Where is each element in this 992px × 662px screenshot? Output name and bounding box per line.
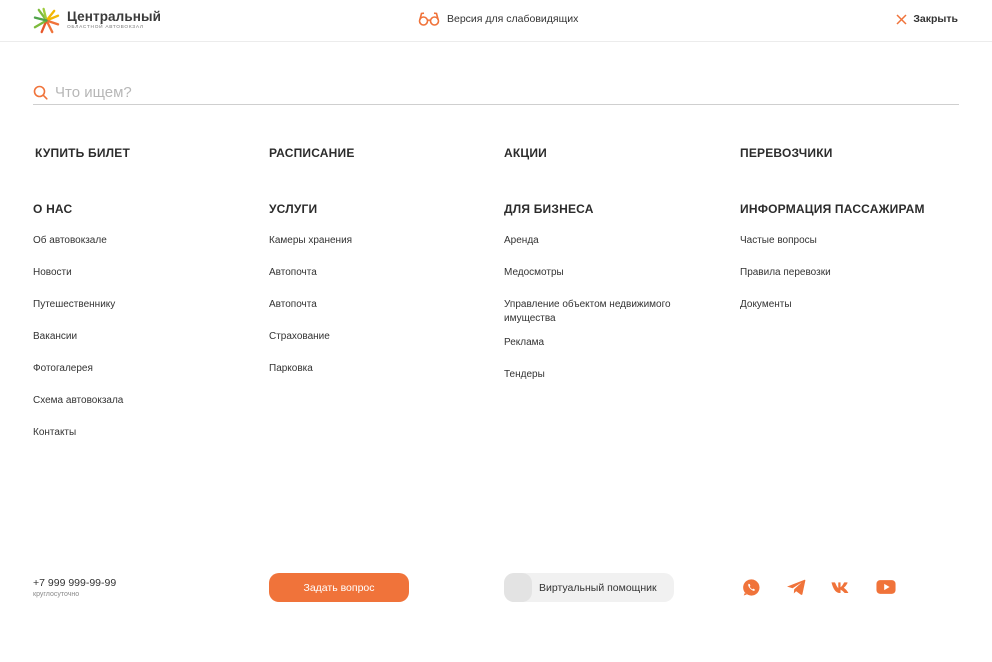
menu-item-tenders[interactable]: Тендеры bbox=[504, 369, 545, 380]
section-about bbox=[33, 202, 263, 440]
menu-item-photo-gallery[interactable]: Фотогалерея bbox=[33, 363, 93, 374]
section-business bbox=[504, 202, 714, 382]
menu-item-luggage-storage[interactable]: Камеры хранения bbox=[269, 235, 353, 246]
social-links bbox=[741, 577, 896, 597]
logo-title: Центральный bbox=[67, 9, 162, 24]
whatsapp-icon[interactable] bbox=[741, 577, 761, 597]
menu-link-buy-ticket[interactable]: КУПИТЬ БИЛЕТ bbox=[35, 146, 131, 160]
virtual-assistant-toggle[interactable] bbox=[504, 573, 674, 602]
menu-item-insurance[interactable]: Страхование bbox=[269, 331, 330, 342]
section-title-business: ДЛЯ БИЗНЕСА bbox=[504, 202, 594, 216]
phone-note: круглосуточно bbox=[33, 591, 80, 598]
glasses-icon bbox=[418, 12, 440, 26]
vk-icon[interactable] bbox=[831, 577, 851, 597]
logo-mark-icon bbox=[33, 7, 60, 34]
search-input[interactable] bbox=[55, 84, 935, 101]
menu-item-parking[interactable]: Парковка bbox=[269, 363, 313, 374]
section-services bbox=[269, 202, 499, 376]
assistant-toggle-knob bbox=[504, 573, 532, 602]
header bbox=[0, 0, 992, 42]
menu-link-schedule[interactable]: РАСПИСАНИЕ bbox=[269, 146, 355, 160]
ask-question-button[interactable]: Задать вопрос bbox=[269, 573, 409, 602]
assistant-label: Виртуальный помощник bbox=[539, 581, 657, 594]
section-title-about: О НАС bbox=[33, 202, 73, 216]
youtube-icon[interactable] bbox=[876, 577, 896, 597]
section-passenger-info-list bbox=[740, 234, 970, 312]
close-icon bbox=[896, 14, 907, 25]
section-title-services: УСЛУГИ bbox=[269, 202, 318, 216]
menu-item-property-management[interactable]: Управление объектом недвижимого имущества bbox=[504, 299, 671, 324]
section-passenger-info bbox=[740, 202, 970, 312]
accessibility-label: Версия для слабовидящих bbox=[447, 13, 579, 25]
menu-item-rent[interactable]: Аренда bbox=[504, 235, 539, 246]
menu-link-promotions[interactable]: АКЦИИ bbox=[504, 146, 548, 160]
section-services-list bbox=[269, 234, 499, 376]
menu-item-transport-rules[interactable]: Правила перевозки bbox=[740, 267, 831, 278]
menu-item-station-map[interactable]: Схема автовокзала bbox=[33, 395, 124, 406]
section-business-list bbox=[504, 234, 714, 382]
search-bar bbox=[33, 80, 959, 105]
telegram-icon[interactable] bbox=[786, 577, 806, 597]
menu-item-faq[interactable]: Частые вопросы bbox=[740, 235, 817, 246]
menu-item-bus-mail-2[interactable]: Автопочта bbox=[269, 299, 317, 310]
menu-item-advertising[interactable]: Реклама bbox=[504, 337, 545, 348]
menu-item-documents[interactable]: Документы bbox=[740, 299, 792, 310]
menu-item-news[interactable]: Новости bbox=[33, 267, 72, 278]
accessibility-version-link[interactable] bbox=[418, 12, 578, 26]
menu-item-traveler[interactable]: Путешественнику bbox=[33, 299, 116, 310]
phone-block bbox=[33, 577, 116, 598]
close-label: Закрыть bbox=[913, 13, 958, 25]
phone-number[interactable]: +7 999 999-99-99 bbox=[33, 577, 117, 589]
menu-item-about-station[interactable]: Об автовокзале bbox=[33, 235, 107, 246]
menu-item-contacts[interactable]: Контакты bbox=[33, 427, 77, 438]
section-about-list bbox=[33, 234, 263, 440]
close-button[interactable] bbox=[896, 13, 958, 25]
logo-subtitle: ОБЛАСТНОЙ АВТОВОКЗАЛ bbox=[67, 25, 144, 30]
menu-item-medical-checks[interactable]: Медосмотры bbox=[504, 267, 564, 278]
menu-item-vacancies[interactable]: Вакансии bbox=[33, 331, 78, 342]
menu-link-carriers[interactable]: ПЕРЕВОЗЧИКИ bbox=[740, 146, 833, 160]
menu-item-bus-mail[interactable]: Автопочта bbox=[269, 267, 317, 278]
section-title-passenger-info: ИНФОРМАЦИЯ ПАССАЖИРАМ bbox=[740, 202, 925, 216]
logo[interactable] bbox=[33, 7, 161, 34]
search-icon bbox=[33, 85, 48, 100]
